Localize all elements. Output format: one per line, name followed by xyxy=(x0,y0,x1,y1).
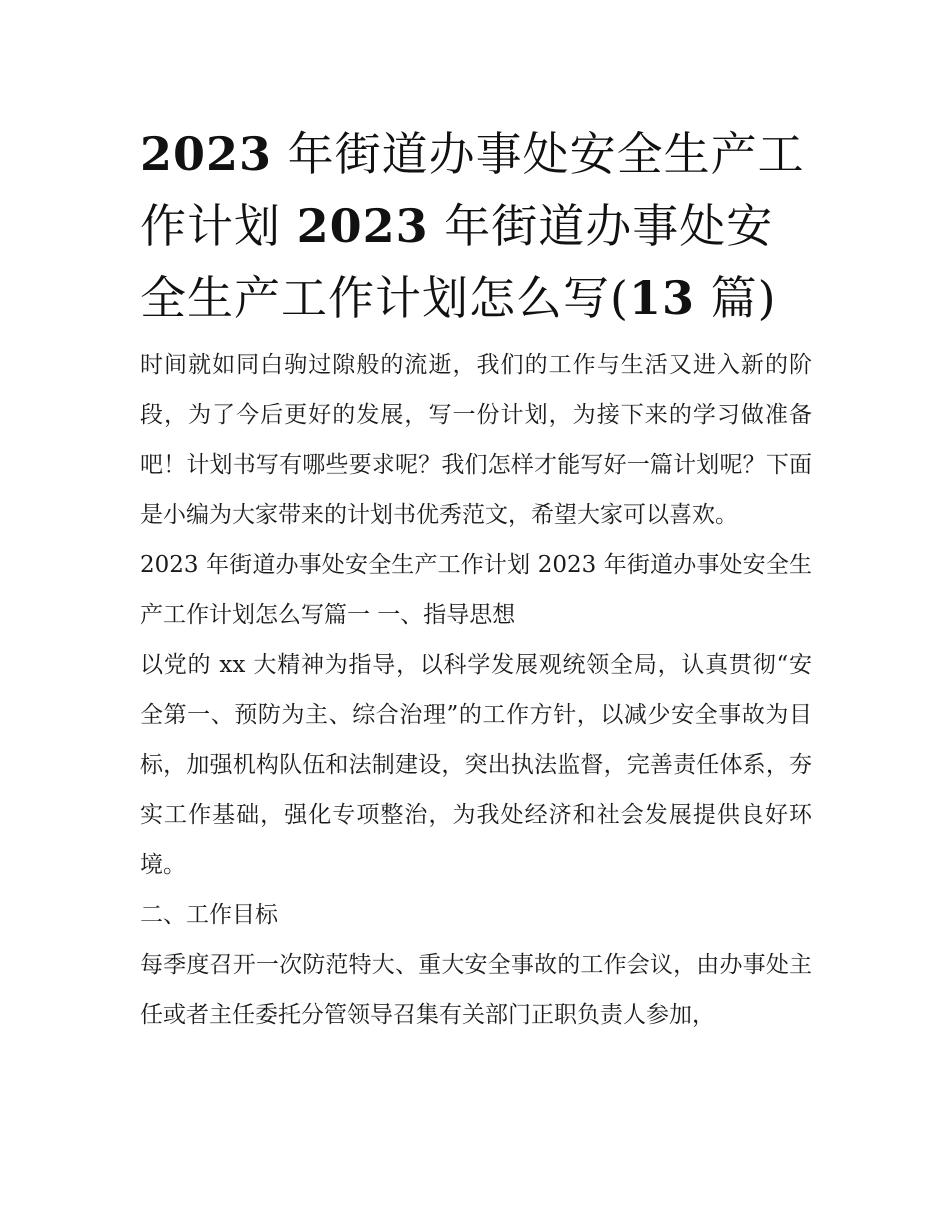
work-goals-paragraph: 每季度召开一次防范特大、重大安全事故的工作会议，由办事处主任或者主任委托分管领导召集有关部门正职负责人参加， xyxy=(140,952,812,1028)
work-goals-heading: 二、工作目标 xyxy=(140,902,278,928)
document-title xyxy=(140,118,812,334)
intro-paragraph: 时间就如同白驹过隙般的流逝，我们的工作与生活又进入新的阶段，为了今后更好的发展，写一份计划，为接下来的学习做准备吧！计划书写有哪些要求呢？我们怎样才能写好一篇计划呢？下面是小编为大家带来的计划书优秀范文，希望大家可以喜欢。 xyxy=(140,352,812,528)
title-line-1: 2023 年街道办事处安全生产工 xyxy=(140,127,805,181)
title-line-3: 全生产工作计划怎么写(13 篇) xyxy=(140,271,777,325)
document-body xyxy=(140,118,812,1040)
guiding-ideology-paragraph: 以党的 xx 大精神为指导，以科学发展观统领全局，认真贯彻“安全第一、预防为主、综合治理”的工作方针，以减少安全事故为目标，加强机构队伍和法制建设，突出执法监督，完善责任体系，夯实工作基础，强化专项整治，为我处经济和社会发展提供良好环境。 xyxy=(140,652,812,878)
section-heading-paragraph: 2023 年街道办事处安全生产工作计划 2023 年街道办事处安全生产工作计划怎么写篇一 一、指导思想 xyxy=(140,552,812,628)
title-line-2: 作计划 2023 年街道办事处安 xyxy=(140,199,774,253)
